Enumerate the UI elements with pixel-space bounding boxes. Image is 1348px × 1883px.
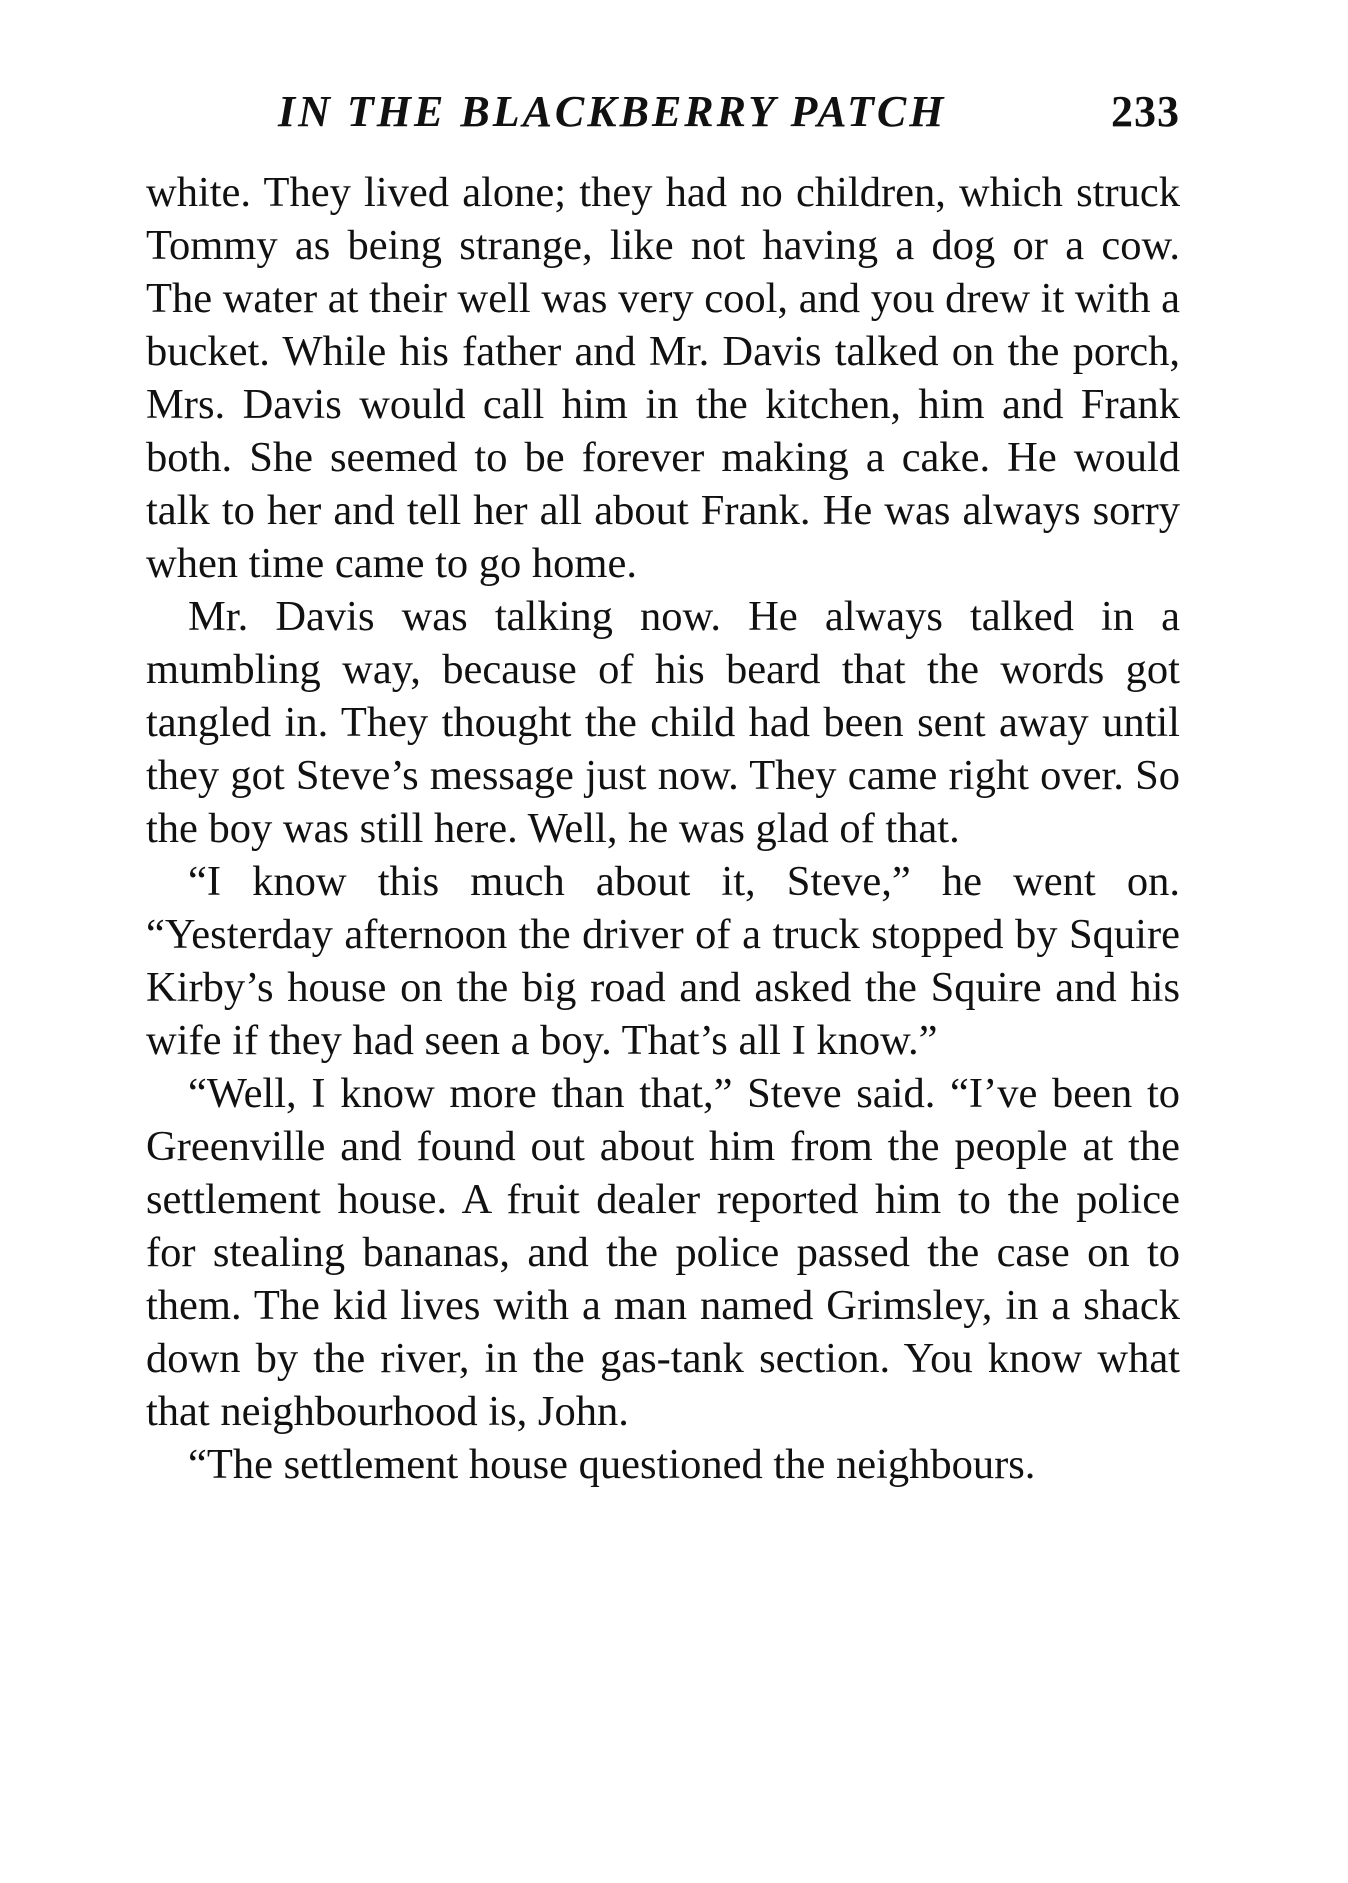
page-number: 233 bbox=[1111, 87, 1180, 136]
running-head bbox=[146, 80, 1180, 144]
paragraph-1: white. They lived alone; they had no children, which struck Tommy as being strange, like not having a dog or a cow. The water at their well was very cool, and you drew it with a bucket. While his father and Mr. Davis talked on the porch, Mrs. Davis would call him in the kitchen, him and Frank both. She seemed to be forever making a cake. He would talk to her and tell her all about Frank. He was always sorry when time came to go home. bbox=[146, 169, 1180, 587]
paragraph-2: Mr. Davis was talking now. He always talked in a mumbling way, because of his beard that the words got tangled in. They thought the child had been sent away until they got Steve’s message just now. They came right over. So the boy was still here. Well, he was glad of that. bbox=[146, 593, 1180, 852]
paragraph-4: “Well, I know more than that,” Steve said. “I’ve been to Greenville and found out about him from the people at the settlement house. A fruit dealer reported him to the police for stealing bananas, and the police passed the case on to them. The kid lives with a man named Grimsley, in a shack down by the river, in the gas-tank section. You know what that neighbourhood is, John. bbox=[146, 1070, 1180, 1435]
book-page bbox=[146, 80, 1180, 1840]
body-text bbox=[146, 166, 1180, 1491]
paragraph-5: “The settlement house questioned the neighbours. bbox=[188, 1441, 1036, 1488]
running-title: IN THE BLACKBERRY PATCH bbox=[278, 87, 947, 136]
paragraph-3: “I know this much about it, Steve,” he went on. “Yesterday afternoon the driver of a truck stopped by Squire Kirby’s house on the big road and asked the Squire and his wife if they had seen a boy. That’s all I know.” bbox=[146, 858, 1180, 1064]
